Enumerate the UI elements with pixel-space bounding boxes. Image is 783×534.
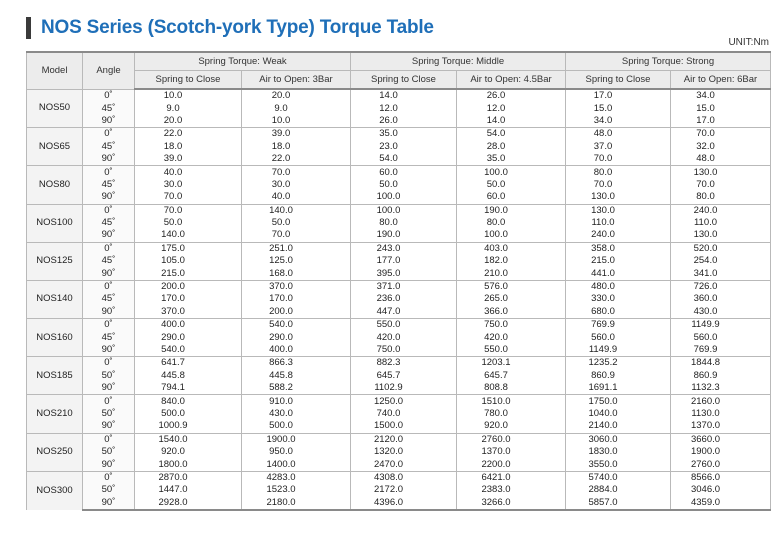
torque-value-cell: 2120.0 [351, 433, 457, 446]
torque-value-cell: 50.0 [351, 179, 457, 191]
torque-value-cell: 860.9 [671, 370, 771, 382]
torque-value-cell: 726.0 [671, 280, 771, 293]
torque-value-cell: 769.9 [671, 344, 771, 357]
torque-value-cell: 750.0 [351, 344, 457, 357]
model-cell: NOS300 [27, 471, 83, 510]
torque-value-cell: 5740.0 [566, 471, 671, 484]
torque-value-cell: 18.0 [135, 141, 242, 153]
torque-value-cell: 50.0 [457, 179, 566, 191]
torque-value-cell: 540.0 [242, 319, 351, 332]
table-row [27, 420, 771, 433]
angle-cell: 45˚ [83, 217, 135, 229]
torque-value-cell: 341.0 [671, 267, 771, 280]
torque-value-cell: 641.7 [135, 357, 242, 370]
torque-value-cell: 4396.0 [351, 497, 457, 510]
torque-table-body [27, 89, 771, 510]
table-row [27, 382, 771, 395]
angle-cell: 45˚ [83, 179, 135, 191]
angle-cell: 45˚ [83, 102, 135, 114]
header-strong-air-to-open: Air to Open: 6Bar [671, 71, 771, 90]
title-block [26, 16, 434, 40]
table-row [27, 484, 771, 496]
torque-value-cell: 1320.0 [351, 446, 457, 458]
table-row [27, 408, 771, 420]
torque-value-cell: 366.0 [457, 306, 566, 319]
torque-value-cell: 100.0 [351, 191, 457, 204]
angle-cell: 45˚ [83, 293, 135, 305]
torque-value-cell: 1102.9 [351, 382, 457, 395]
torque-value-cell: 48.0 [566, 128, 671, 141]
torque-value-cell: 60.0 [457, 191, 566, 204]
torque-value-cell: 1149.9 [566, 344, 671, 357]
torque-value-cell: 860.9 [566, 370, 671, 382]
torque-value-cell: 2884.0 [566, 484, 671, 496]
angle-cell: 0˚ [83, 128, 135, 141]
torque-value-cell: 1510.0 [457, 395, 566, 408]
torque-value-cell: 866.3 [242, 357, 351, 370]
torque-value-cell: 70.0 [242, 229, 351, 242]
torque-value-cell: 1844.8 [671, 357, 771, 370]
header-weak-spring-to-close: Spring to Close [135, 71, 242, 90]
torque-value-cell: 4308.0 [351, 471, 457, 484]
angle-cell: 0˚ [83, 357, 135, 370]
torque-value-cell: 1540.0 [135, 433, 242, 446]
torque-value-cell: 70.0 [135, 191, 242, 204]
torque-value-cell: 130.0 [566, 191, 671, 204]
angle-cell: 0˚ [83, 471, 135, 484]
torque-value-cell: 2172.0 [351, 484, 457, 496]
table-row [27, 357, 771, 370]
angle-cell: 90˚ [83, 229, 135, 242]
torque-value-cell: 70.0 [671, 128, 771, 141]
torque-value-cell: 1691.1 [566, 382, 671, 395]
page-title: NOS Series (Scotch-york Type) Torque Table [41, 17, 434, 38]
torque-value-cell: 290.0 [242, 331, 351, 343]
torque-value-cell: 1370.0 [671, 420, 771, 433]
table-row [27, 89, 771, 102]
torque-value-cell: 190.0 [351, 229, 457, 242]
torque-value-cell: 645.7 [351, 370, 457, 382]
angle-cell: 45˚ [83, 331, 135, 343]
torque-value-cell: 780.0 [457, 408, 566, 420]
angle-cell: 50˚ [83, 484, 135, 496]
torque-value-cell: 370.0 [135, 306, 242, 319]
torque-value-cell: 560.0 [671, 331, 771, 343]
header-middle-spring-to-close: Spring to Close [351, 71, 457, 90]
torque-value-cell: 560.0 [566, 331, 671, 343]
torque-value-cell: 1370.0 [457, 446, 566, 458]
torque-value-cell: 80.0 [457, 217, 566, 229]
torque-value-cell: 70.0 [135, 204, 242, 217]
angle-cell: 0˚ [83, 395, 135, 408]
torque-value-cell: 430.0 [242, 408, 351, 420]
torque-value-cell: 2180.0 [242, 497, 351, 510]
angle-cell: 50˚ [83, 446, 135, 458]
torque-value-cell: 1523.0 [242, 484, 351, 496]
angle-cell: 0˚ [83, 433, 135, 446]
torque-value-cell: 17.0 [566, 89, 671, 102]
table-row [27, 471, 771, 484]
torque-value-cell: 15.0 [566, 102, 671, 114]
torque-value-cell: 35.0 [351, 128, 457, 141]
angle-cell: 0˚ [83, 166, 135, 179]
torque-value-cell: 243.0 [351, 242, 457, 255]
torque-value-cell: 500.0 [135, 408, 242, 420]
angle-cell: 90˚ [83, 420, 135, 433]
angle-cell: 90˚ [83, 115, 135, 128]
torque-value-cell: 910.0 [242, 395, 351, 408]
torque-value-cell: 360.0 [671, 293, 771, 305]
torque-value-cell: 2470.0 [351, 458, 457, 471]
torque-value-cell: 808.8 [457, 382, 566, 395]
angle-cell: 90˚ [83, 458, 135, 471]
torque-value-cell: 769.9 [566, 319, 671, 332]
header-weak-air-to-open: Air to Open: 3Bar [242, 71, 351, 90]
torque-value-cell: 420.0 [457, 331, 566, 343]
torque-value-cell: 100.0 [351, 204, 457, 217]
table-row [27, 179, 771, 191]
torque-value-cell: 3660.0 [671, 433, 771, 446]
torque-value-cell: 794.1 [135, 382, 242, 395]
torque-value-cell: 3046.0 [671, 484, 771, 496]
torque-value-cell: 40.0 [242, 191, 351, 204]
torque-value-cell: 1250.0 [351, 395, 457, 408]
table-row [27, 217, 771, 229]
torque-value-cell: 22.0 [242, 153, 351, 166]
torque-value-cell: 10.0 [135, 89, 242, 102]
torque-value-cell: 236.0 [351, 293, 457, 305]
torque-value-cell: 32.0 [671, 141, 771, 153]
angle-cell: 50˚ [83, 408, 135, 420]
torque-value-cell: 251.0 [242, 242, 351, 255]
torque-value-cell: 26.0 [351, 115, 457, 128]
torque-value-cell: 6421.0 [457, 471, 566, 484]
torque-value-cell: 210.0 [457, 267, 566, 280]
torque-value-cell: 182.0 [457, 255, 566, 267]
torque-value-cell: 290.0 [135, 331, 242, 343]
torque-value-cell: 430.0 [671, 306, 771, 319]
torque-value-cell: 70.0 [566, 179, 671, 191]
model-cell: NOS65 [27, 128, 83, 166]
torque-value-cell: 480.0 [566, 280, 671, 293]
torque-value-cell: 1235.2 [566, 357, 671, 370]
torque-value-cell: 588.2 [242, 382, 351, 395]
table-row [27, 344, 771, 357]
torque-value-cell: 550.0 [351, 319, 457, 332]
torque-value-cell: 1400.0 [242, 458, 351, 471]
model-cell: NOS100 [27, 204, 83, 242]
torque-value-cell: 445.8 [242, 370, 351, 382]
torque-value-cell: 4283.0 [242, 471, 351, 484]
torque-value-cell: 70.0 [242, 166, 351, 179]
model-cell: NOS210 [27, 395, 83, 433]
torque-value-cell: 100.0 [457, 229, 566, 242]
table-row [27, 128, 771, 141]
torque-value-cell: 750.0 [457, 319, 566, 332]
torque-value-cell: 240.0 [566, 229, 671, 242]
table-row [27, 497, 771, 510]
table-row [27, 395, 771, 408]
torque-value-cell: 330.0 [566, 293, 671, 305]
header-model: Model [27, 52, 83, 89]
torque-value-cell: 445.8 [135, 370, 242, 382]
title-accent-bar [26, 17, 31, 39]
torque-value-cell: 168.0 [242, 267, 351, 280]
table-row [27, 433, 771, 446]
torque-value-cell: 34.0 [671, 89, 771, 102]
torque-value-cell: 50.0 [135, 217, 242, 229]
torque-value-cell: 400.0 [242, 344, 351, 357]
header-angle: Angle [83, 52, 135, 89]
torque-value-cell: 2200.0 [457, 458, 566, 471]
angle-cell: 50˚ [83, 370, 135, 382]
torque-value-cell: 2383.0 [457, 484, 566, 496]
torque-value-cell: 26.0 [457, 89, 566, 102]
header-middle-air-to-open: Air to Open: 4.5Bar [457, 71, 566, 90]
torque-value-cell: 1132.3 [671, 382, 771, 395]
torque-value-cell: 54.0 [351, 153, 457, 166]
torque-value-cell: 48.0 [671, 153, 771, 166]
torque-value-cell: 1830.0 [566, 446, 671, 458]
header-strong-spring-to-close: Spring to Close [566, 71, 671, 90]
angle-cell: 90˚ [83, 344, 135, 357]
angle-cell: 90˚ [83, 153, 135, 166]
torque-table [26, 51, 771, 511]
torque-value-cell: 170.0 [242, 293, 351, 305]
torque-value-cell: 37.0 [566, 141, 671, 153]
table-row [27, 153, 771, 166]
torque-value-cell: 14.0 [457, 115, 566, 128]
model-cell: NOS160 [27, 319, 83, 357]
angle-cell: 90˚ [83, 191, 135, 204]
table-row [27, 255, 771, 267]
torque-value-cell: 2760.0 [671, 458, 771, 471]
torque-value-cell: 54.0 [457, 128, 566, 141]
torque-value-cell: 39.0 [135, 153, 242, 166]
torque-value-cell: 840.0 [135, 395, 242, 408]
torque-value-cell: 18.0 [242, 141, 351, 153]
torque-value-cell: 130.0 [671, 166, 771, 179]
torque-value-cell: 2140.0 [566, 420, 671, 433]
torque-value-cell: 9.0 [135, 102, 242, 114]
torque-value-cell: 1900.0 [242, 433, 351, 446]
torque-value-cell: 920.0 [135, 446, 242, 458]
angle-cell: 90˚ [83, 382, 135, 395]
table-row [27, 267, 771, 280]
angle-cell: 0˚ [83, 204, 135, 217]
torque-value-cell: 740.0 [351, 408, 457, 420]
angle-cell: 90˚ [83, 497, 135, 510]
angle-cell: 45˚ [83, 141, 135, 153]
torque-value-cell: 3060.0 [566, 433, 671, 446]
torque-value-cell: 70.0 [566, 153, 671, 166]
torque-value-cell: 140.0 [135, 229, 242, 242]
torque-value-cell: 35.0 [457, 153, 566, 166]
table-row [27, 446, 771, 458]
torque-value-cell: 8566.0 [671, 471, 771, 484]
torque-value-cell: 1500.0 [351, 420, 457, 433]
angle-cell: 0˚ [83, 319, 135, 332]
torque-value-cell: 15.0 [671, 102, 771, 114]
table-row [27, 102, 771, 114]
torque-value-cell: 30.0 [135, 179, 242, 191]
torque-value-cell: 395.0 [351, 267, 457, 280]
torque-value-cell: 130.0 [566, 204, 671, 217]
torque-value-cell: 1447.0 [135, 484, 242, 496]
torque-value-cell: 950.0 [242, 446, 351, 458]
torque-value-cell: 680.0 [566, 306, 671, 319]
torque-value-cell: 28.0 [457, 141, 566, 153]
model-cell: NOS185 [27, 357, 83, 395]
torque-value-cell: 100.0 [457, 166, 566, 179]
model-cell: NOS125 [27, 242, 83, 280]
torque-value-cell: 576.0 [457, 280, 566, 293]
unit-label: UNIT:Nm [728, 37, 769, 48]
torque-value-cell: 420.0 [351, 331, 457, 343]
torque-value-cell: 540.0 [135, 344, 242, 357]
torque-value-cell: 200.0 [135, 280, 242, 293]
torque-value-cell: 265.0 [457, 293, 566, 305]
torque-value-cell: 400.0 [135, 319, 242, 332]
table-row [27, 458, 771, 471]
angle-cell: 90˚ [83, 306, 135, 319]
torque-value-cell: 20.0 [135, 115, 242, 128]
table-row [27, 242, 771, 255]
torque-value-cell: 80.0 [566, 166, 671, 179]
angle-cell: 45˚ [83, 255, 135, 267]
table-row [27, 331, 771, 343]
table-row [27, 280, 771, 293]
table-row [27, 141, 771, 153]
torque-value-cell: 40.0 [135, 166, 242, 179]
torque-value-cell: 140.0 [242, 204, 351, 217]
header-group-middle: Spring Torque: Middle [351, 52, 566, 71]
torque-value-cell: 5857.0 [566, 497, 671, 510]
torque-value-cell: 30.0 [242, 179, 351, 191]
torque-value-cell: 215.0 [566, 255, 671, 267]
torque-value-cell: 447.0 [351, 306, 457, 319]
torque-value-cell: 190.0 [457, 204, 566, 217]
torque-value-cell: 370.0 [242, 280, 351, 293]
torque-value-cell: 80.0 [351, 217, 457, 229]
table-row [27, 229, 771, 242]
torque-value-cell: 125.0 [242, 255, 351, 267]
torque-value-cell: 23.0 [351, 141, 457, 153]
torque-value-cell: 1900.0 [671, 446, 771, 458]
torque-value-cell: 2928.0 [135, 497, 242, 510]
torque-value-cell: 240.0 [671, 204, 771, 217]
torque-value-cell: 14.0 [351, 89, 457, 102]
torque-value-cell: 22.0 [135, 128, 242, 141]
torque-value-cell: 60.0 [351, 166, 457, 179]
torque-value-cell: 3550.0 [566, 458, 671, 471]
torque-value-cell: 4359.0 [671, 497, 771, 510]
angle-cell: 0˚ [83, 89, 135, 102]
torque-value-cell: 10.0 [242, 115, 351, 128]
torque-value-cell: 1800.0 [135, 458, 242, 471]
torque-value-cell: 215.0 [135, 267, 242, 280]
torque-value-cell: 177.0 [351, 255, 457, 267]
model-cell: NOS50 [27, 89, 83, 128]
table-row [27, 191, 771, 204]
torque-value-cell: 403.0 [457, 242, 566, 255]
torque-value-cell: 1000.9 [135, 420, 242, 433]
torque-value-cell: 358.0 [566, 242, 671, 255]
table-row [27, 166, 771, 179]
torque-value-cell: 9.0 [242, 102, 351, 114]
table-row [27, 293, 771, 305]
torque-value-cell: 254.0 [671, 255, 771, 267]
model-cell: NOS80 [27, 166, 83, 204]
torque-value-cell: 130.0 [671, 229, 771, 242]
torque-value-cell: 1040.0 [566, 408, 671, 420]
torque-value-cell: 170.0 [135, 293, 242, 305]
torque-value-cell: 2870.0 [135, 471, 242, 484]
torque-value-cell: 2760.0 [457, 433, 566, 446]
table-row [27, 319, 771, 332]
angle-cell: 0˚ [83, 242, 135, 255]
torque-value-cell: 20.0 [242, 89, 351, 102]
torque-value-cell: 17.0 [671, 115, 771, 128]
torque-value-cell: 1130.0 [671, 408, 771, 420]
torque-value-cell: 3266.0 [457, 497, 566, 510]
torque-value-cell: 12.0 [457, 102, 566, 114]
torque-value-cell: 1203.1 [457, 357, 566, 370]
torque-value-cell: 2160.0 [671, 395, 771, 408]
torque-value-cell: 34.0 [566, 115, 671, 128]
angle-cell: 0˚ [83, 280, 135, 293]
torque-value-cell: 441.0 [566, 267, 671, 280]
model-cell: NOS250 [27, 433, 83, 471]
torque-value-cell: 500.0 [242, 420, 351, 433]
torque-value-cell: 645.7 [457, 370, 566, 382]
header-group-weak: Spring Torque: Weak [135, 52, 351, 71]
torque-value-cell: 12.0 [351, 102, 457, 114]
torque-value-cell: 550.0 [457, 344, 566, 357]
model-cell: NOS140 [27, 280, 83, 318]
torque-value-cell: 1149.9 [671, 319, 771, 332]
angle-cell: 90˚ [83, 267, 135, 280]
torque-value-cell: 1750.0 [566, 395, 671, 408]
torque-value-cell: 920.0 [457, 420, 566, 433]
torque-value-cell: 110.0 [671, 217, 771, 229]
header-group-strong: Spring Torque: Strong [566, 52, 771, 71]
torque-value-cell: 70.0 [671, 179, 771, 191]
table-row [27, 115, 771, 128]
torque-value-cell: 371.0 [351, 280, 457, 293]
torque-value-cell: 882.3 [351, 357, 457, 370]
table-row [27, 306, 771, 319]
torque-value-cell: 105.0 [135, 255, 242, 267]
torque-value-cell: 39.0 [242, 128, 351, 141]
torque-value-cell: 520.0 [671, 242, 771, 255]
table-row [27, 370, 771, 382]
torque-value-cell: 200.0 [242, 306, 351, 319]
torque-value-cell: 110.0 [566, 217, 671, 229]
torque-value-cell: 50.0 [242, 217, 351, 229]
torque-value-cell: 175.0 [135, 242, 242, 255]
table-row [27, 204, 771, 217]
torque-value-cell: 80.0 [671, 191, 771, 204]
